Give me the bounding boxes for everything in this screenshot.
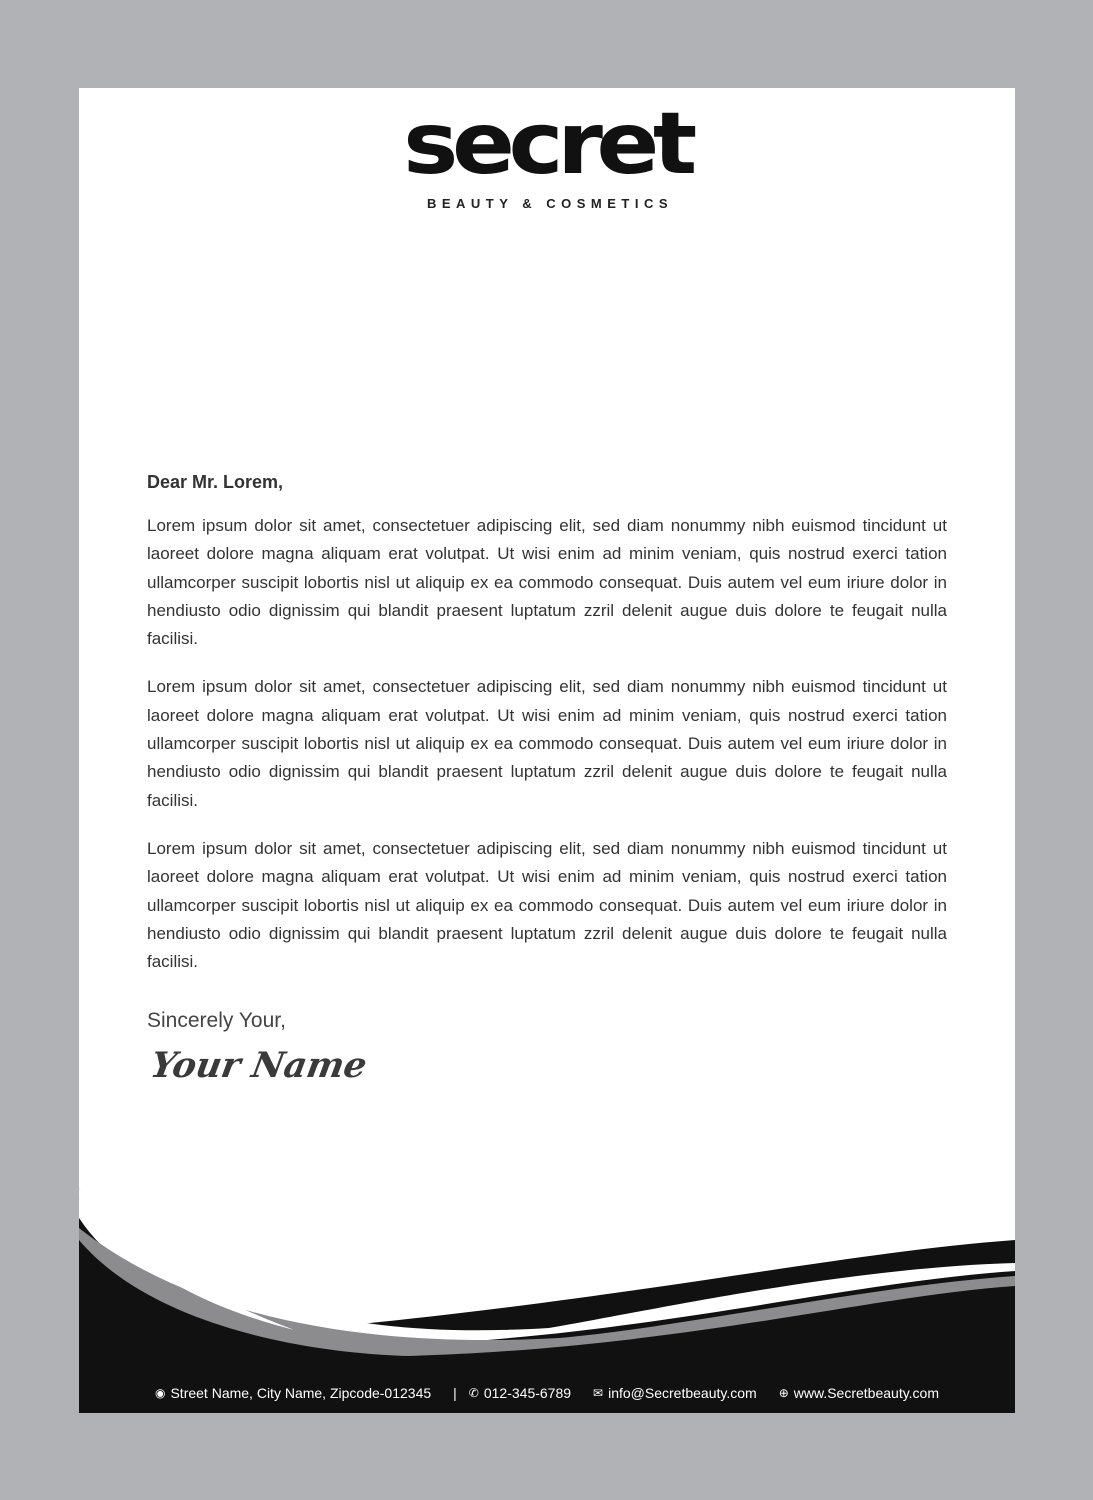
brand-name: secret [403,94,691,194]
contact-footer [79,1378,1015,1408]
signature: Your Name [147,1045,370,1087]
footer-website[interactable] [779,1385,939,1401]
website-link[interactable]: www.Secretbeauty.com [793,1385,940,1401]
brand-logo [79,94,1015,211]
letterhead-sheet [79,88,1015,1413]
location-pin-icon: ◉ [154,1386,166,1400]
salutation: Dear Mr. Lorem, [147,472,284,492]
closing-line: Sincerely Your, [147,1009,286,1033]
address-text: Street Name, City Name, Zipcode-012345 [170,1385,432,1401]
globe-icon: ⊕ [778,1386,789,1400]
footer-address [155,1385,431,1401]
email-link[interactable]: info@Secretbeauty.com [608,1385,757,1401]
body-paragraph-2: Lorem ipsum dolor sit amet, consectetuer adipiscing elit, sed diam nonummy nibh euismod tincidunt ut laoreet dolore magna aliquam erat volutpat. Ut wisi enim ad minim veniam, quis nostrud exerci tation ullamcorper suscipit lobortis nisl ut aliquip ex ea commodo consequat. Duis autem vel eum iriure dolor in hendiusto odio dignissim qui blandit praesent luptatum zzril delenit augue duis dolore te feugait nulla facilisi. [147,677,947,810]
mail-icon: ✉ [593,1386,604,1400]
phone-icon: ✆ [468,1386,479,1400]
footer-email[interactable] [593,1385,757,1401]
body-paragraph-3: Lorem ipsum dolor sit amet, consectetuer adipiscing elit, sed diam nonummy nibh euismod tincidunt ut laoreet dolore magna aliquam erat volutpat. Ut wisi enim ad minim veniam, quis nostrud exerci tation ullamcorper suscipit lobortis nisl ut aliquip ex ea commodo consequat. Duis autem vel eum iriure dolor in hendiusto odio dignissim qui blandit praesent luptatum zzril delenit augue duis dolore te feugait nulla facilisi. [147,838,947,972]
phone-text: 012-345-6789 [483,1385,572,1401]
footer-separator: | [453,1385,457,1401]
body-paragraph-1: Lorem ipsum dolor sit amet, consectetuer adipiscing elit, sed diam nonummy nibh euismod tincidunt ut laoreet dolore magna aliquam erat volutpat. Ut wisi enim ad minim veniam, quis nostrud exerci tation ullamcorper suscipit lobortis nisl ut aliquip ex ea commodo consequat. Duis autem vel eum iriure dolor in hendiusto odio dignissim qui blandit praesent luptatum zzril delenit augue duis dolore te feugait nulla facilisi. [147,516,947,649]
footer-phone [469,1385,571,1401]
letter-body [147,468,947,1088]
brand-tagline: BEAUTY & COSMETICS [426,196,674,211]
